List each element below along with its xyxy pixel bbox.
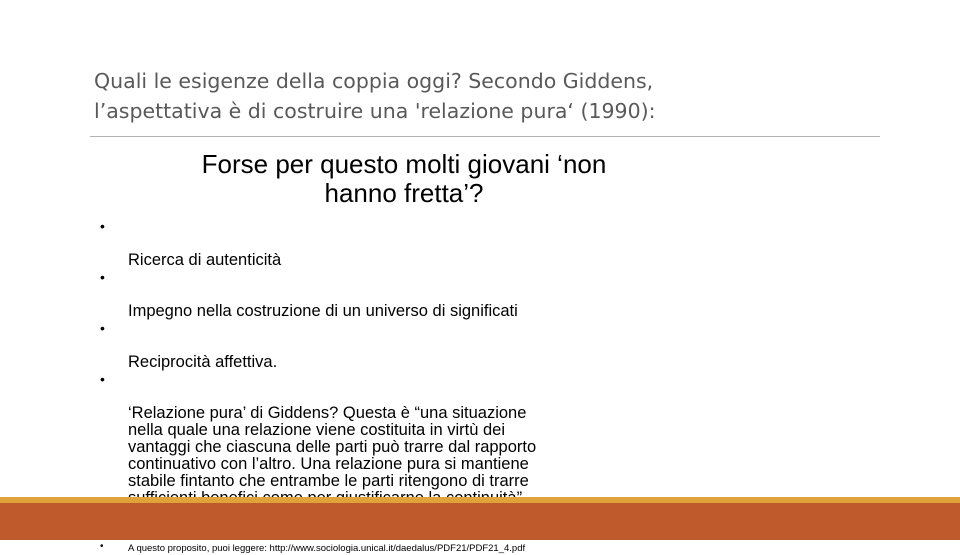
bullet-text: Reciprocità affettiva.: [128, 353, 278, 371]
bullet-marker-icon: •: [100, 541, 104, 552]
bottom-bar: [0, 497, 960, 540]
bullet-text: Ricerca di autenticità: [128, 251, 282, 269]
image-heading-line-2: hanno fretta’?: [324, 178, 484, 208]
title-divider: [90, 136, 880, 137]
bullet-text: ‘Relazione pura’ di Giddens? Questa è “una situazione nella quale una relazione viene costituita in virtù dei vantaggi che ciascuna delle parti può trarre dal rapporto continuativo con l’altro. Una relazione pura si mantiene stabile fintanto che entrambe le parti ritengono di trarre: [128, 404, 537, 490]
image-heading-line-1: Forse per questo molti giovani ‘non: [201, 149, 607, 179]
bullet-marker-icon: •: [100, 320, 105, 336]
bullet-item: [94, 218, 714, 269]
slide-title: [94, 66, 874, 126]
bullet-marker-icon: •: [100, 371, 105, 387]
bullet-text: Impegno nella costruzione di un universo di significati: [128, 302, 518, 320]
bullet-item: [94, 320, 714, 371]
bullet-marker-icon: •: [100, 269, 105, 285]
slide-title-line-2: l’aspettativa è di costruire una 'relazione pura‘ (1990):: [94, 99, 656, 123]
footnote: [94, 543, 714, 555]
slide-title-line-1: Quali le esigenze della coppia oggi? Secondo Giddens,: [94, 69, 654, 93]
bullet-marker-icon: •: [100, 218, 105, 234]
bullet-list: [94, 218, 714, 524]
bullet-item: [94, 269, 714, 320]
embedded-text-image: [94, 149, 714, 554]
footnote-text: A questo proposito, puoi leggere: http://www.sociologia.unical.it/daedalus/PDF21/PDF21_4.pdf: [128, 543, 526, 554]
bottom-bar-accent: [0, 497, 960, 503]
image-heading: [94, 150, 714, 208]
